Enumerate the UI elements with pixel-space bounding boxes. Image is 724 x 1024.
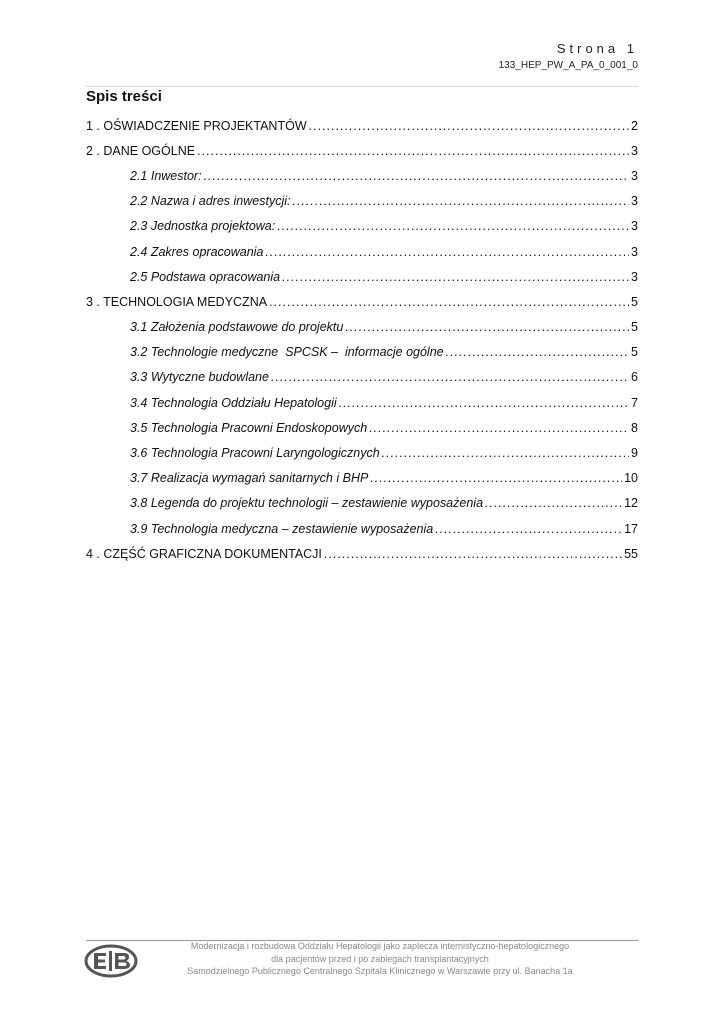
toc-leader-dots [282,270,629,284]
toc-entry-label: 3.2 Technologie medyczne SPCSK – informacje ogólne [130,345,444,360]
header-divider [86,86,638,87]
toc-subentry[interactable] [86,163,638,188]
toc-leader-dots [435,522,622,536]
toc-leader-dots [382,446,629,460]
toc-entry-page: 9 [631,446,638,461]
toc-entry[interactable] [86,541,638,566]
toc-entry-label: 2 . DANE OGÓLNE [86,143,196,158]
toc-leader-dots [370,471,622,485]
toc-entry-label: 4 . CZĘŚĆ GRAFICZNA DOKUMENTACJI [86,546,322,561]
toc-leader-dots [271,370,629,384]
toc-entry-page: 3 [631,194,638,209]
toc-subentry[interactable] [86,365,638,390]
toc-subentry[interactable] [86,340,638,365]
toc-title: Spis treści [86,88,162,105]
toc-entry-page: 7 [631,395,638,410]
toc-leader-dots [265,245,629,259]
toc-entry-label: 2.5 Podstawa opracowania [130,269,281,284]
toc-leader-dots [324,547,622,561]
toc-entry-label: 3.3 Wytyczne budowlane [130,370,269,385]
toc-leader-dots [277,219,629,233]
toc-leader-dots [269,295,629,309]
footer-text [145,940,615,978]
toc-entry-label: 3.1 Założenia podstawowe do projektu [130,320,344,335]
toc-subentry[interactable] [86,189,638,214]
toc-entry[interactable] [86,289,638,314]
toc-subentry[interactable] [86,415,638,440]
toc-entry-page: 3 [631,168,638,183]
toc-subentry[interactable] [86,440,638,465]
toc-entry-label: 3.6 Technologia Pracowni Laryngologicznych [130,446,380,461]
footer-line: Modernizacja i rozbudowa Oddziału Hepatologii jako zaplecza internistyczno-hepatologicznego [190,941,570,951]
toc-entry-page: 17 [624,521,638,536]
toc-entry-label: 2.2 Nazwa i adres inwestycji: [130,194,291,209]
toc-entry-page: 6 [631,370,638,385]
toc-entry-label: 2.3 Jednostka projektowa: [130,219,276,234]
toc-entry-page: 5 [631,320,638,335]
toc-entry-page: 3 [631,269,638,284]
toc-leader-dots [446,345,629,359]
toc-subentry[interactable] [86,239,638,264]
toc-subentry[interactable] [86,214,638,239]
toc-subentry[interactable] [86,466,638,491]
toc-entry-label: 1 . OŚWIADCZENIE PROJEKTANTÓW [86,118,307,133]
toc-entry[interactable] [86,138,638,163]
footer-line: dla pacjentów przed i po zabiegach transplantacyjnych [271,953,489,964]
toc-leader-dots [339,396,629,410]
toc-entry-label: 3.7 Realizacja wymagań sanitarnych i BHP [130,471,369,486]
toc-leader-dots [345,320,629,334]
toc-entry-page: 55 [624,546,638,561]
toc-subentry[interactable] [86,516,638,541]
toc-entry-label: 3.8 Legenda do projektu technologii – zestawienie wyposażenia [130,496,484,511]
toc-leader-dots [309,119,629,133]
toc-entry-page: 12 [624,496,638,511]
toc-entry-label: 3.9 Technologia medyczna – zestawienie wyposażenia [130,521,434,536]
toc-entry-page: 2 [631,118,638,133]
toc-entry-label: 3 . TECHNOLOGIA MEDYCZNA [86,294,268,309]
toc-entry-label: 2.4 Zakres opracowania [130,244,264,259]
toc-leader-dots [292,194,629,208]
toc-entry-page: 3 [631,143,638,158]
company-logo [84,944,138,978]
toc-entry-page: 3 [631,219,638,234]
toc-entry-page: 8 [631,420,638,435]
toc-entry-page: 5 [631,345,638,360]
table-of-contents [86,113,638,566]
page-number-label: Strona 1 [556,41,638,56]
toc-leader-dots [197,144,629,158]
toc-leader-dots [369,421,629,435]
toc-subentry[interactable] [86,390,638,415]
toc-entry-page: 3 [631,244,638,259]
toc-entry-page: 5 [631,294,638,309]
toc-subentry[interactable] [86,491,638,516]
document-code: 133_HEP_PW_A_PA_0_001_0 [498,60,638,71]
toc-leader-dots [204,169,629,183]
toc-subentry[interactable] [86,264,638,289]
footer-line: Samodzielnego Publicznego Centralnego Szpitala Klinicznego w Warszawie przy ul. Banacha 1a [187,966,573,976]
toc-leader-dots [485,496,622,510]
toc-entry-label: 2.1 Inwestor: [130,168,202,183]
toc-entry-label: 3.5 Technologia Pracowni Endoskopowych [130,420,368,435]
toc-entry[interactable] [86,113,638,138]
toc-entry-page: 10 [624,471,638,486]
toc-entry-label: 3.4 Technologia Oddziału Hepatologii [130,395,337,410]
toc-subentry[interactable] [86,315,638,340]
